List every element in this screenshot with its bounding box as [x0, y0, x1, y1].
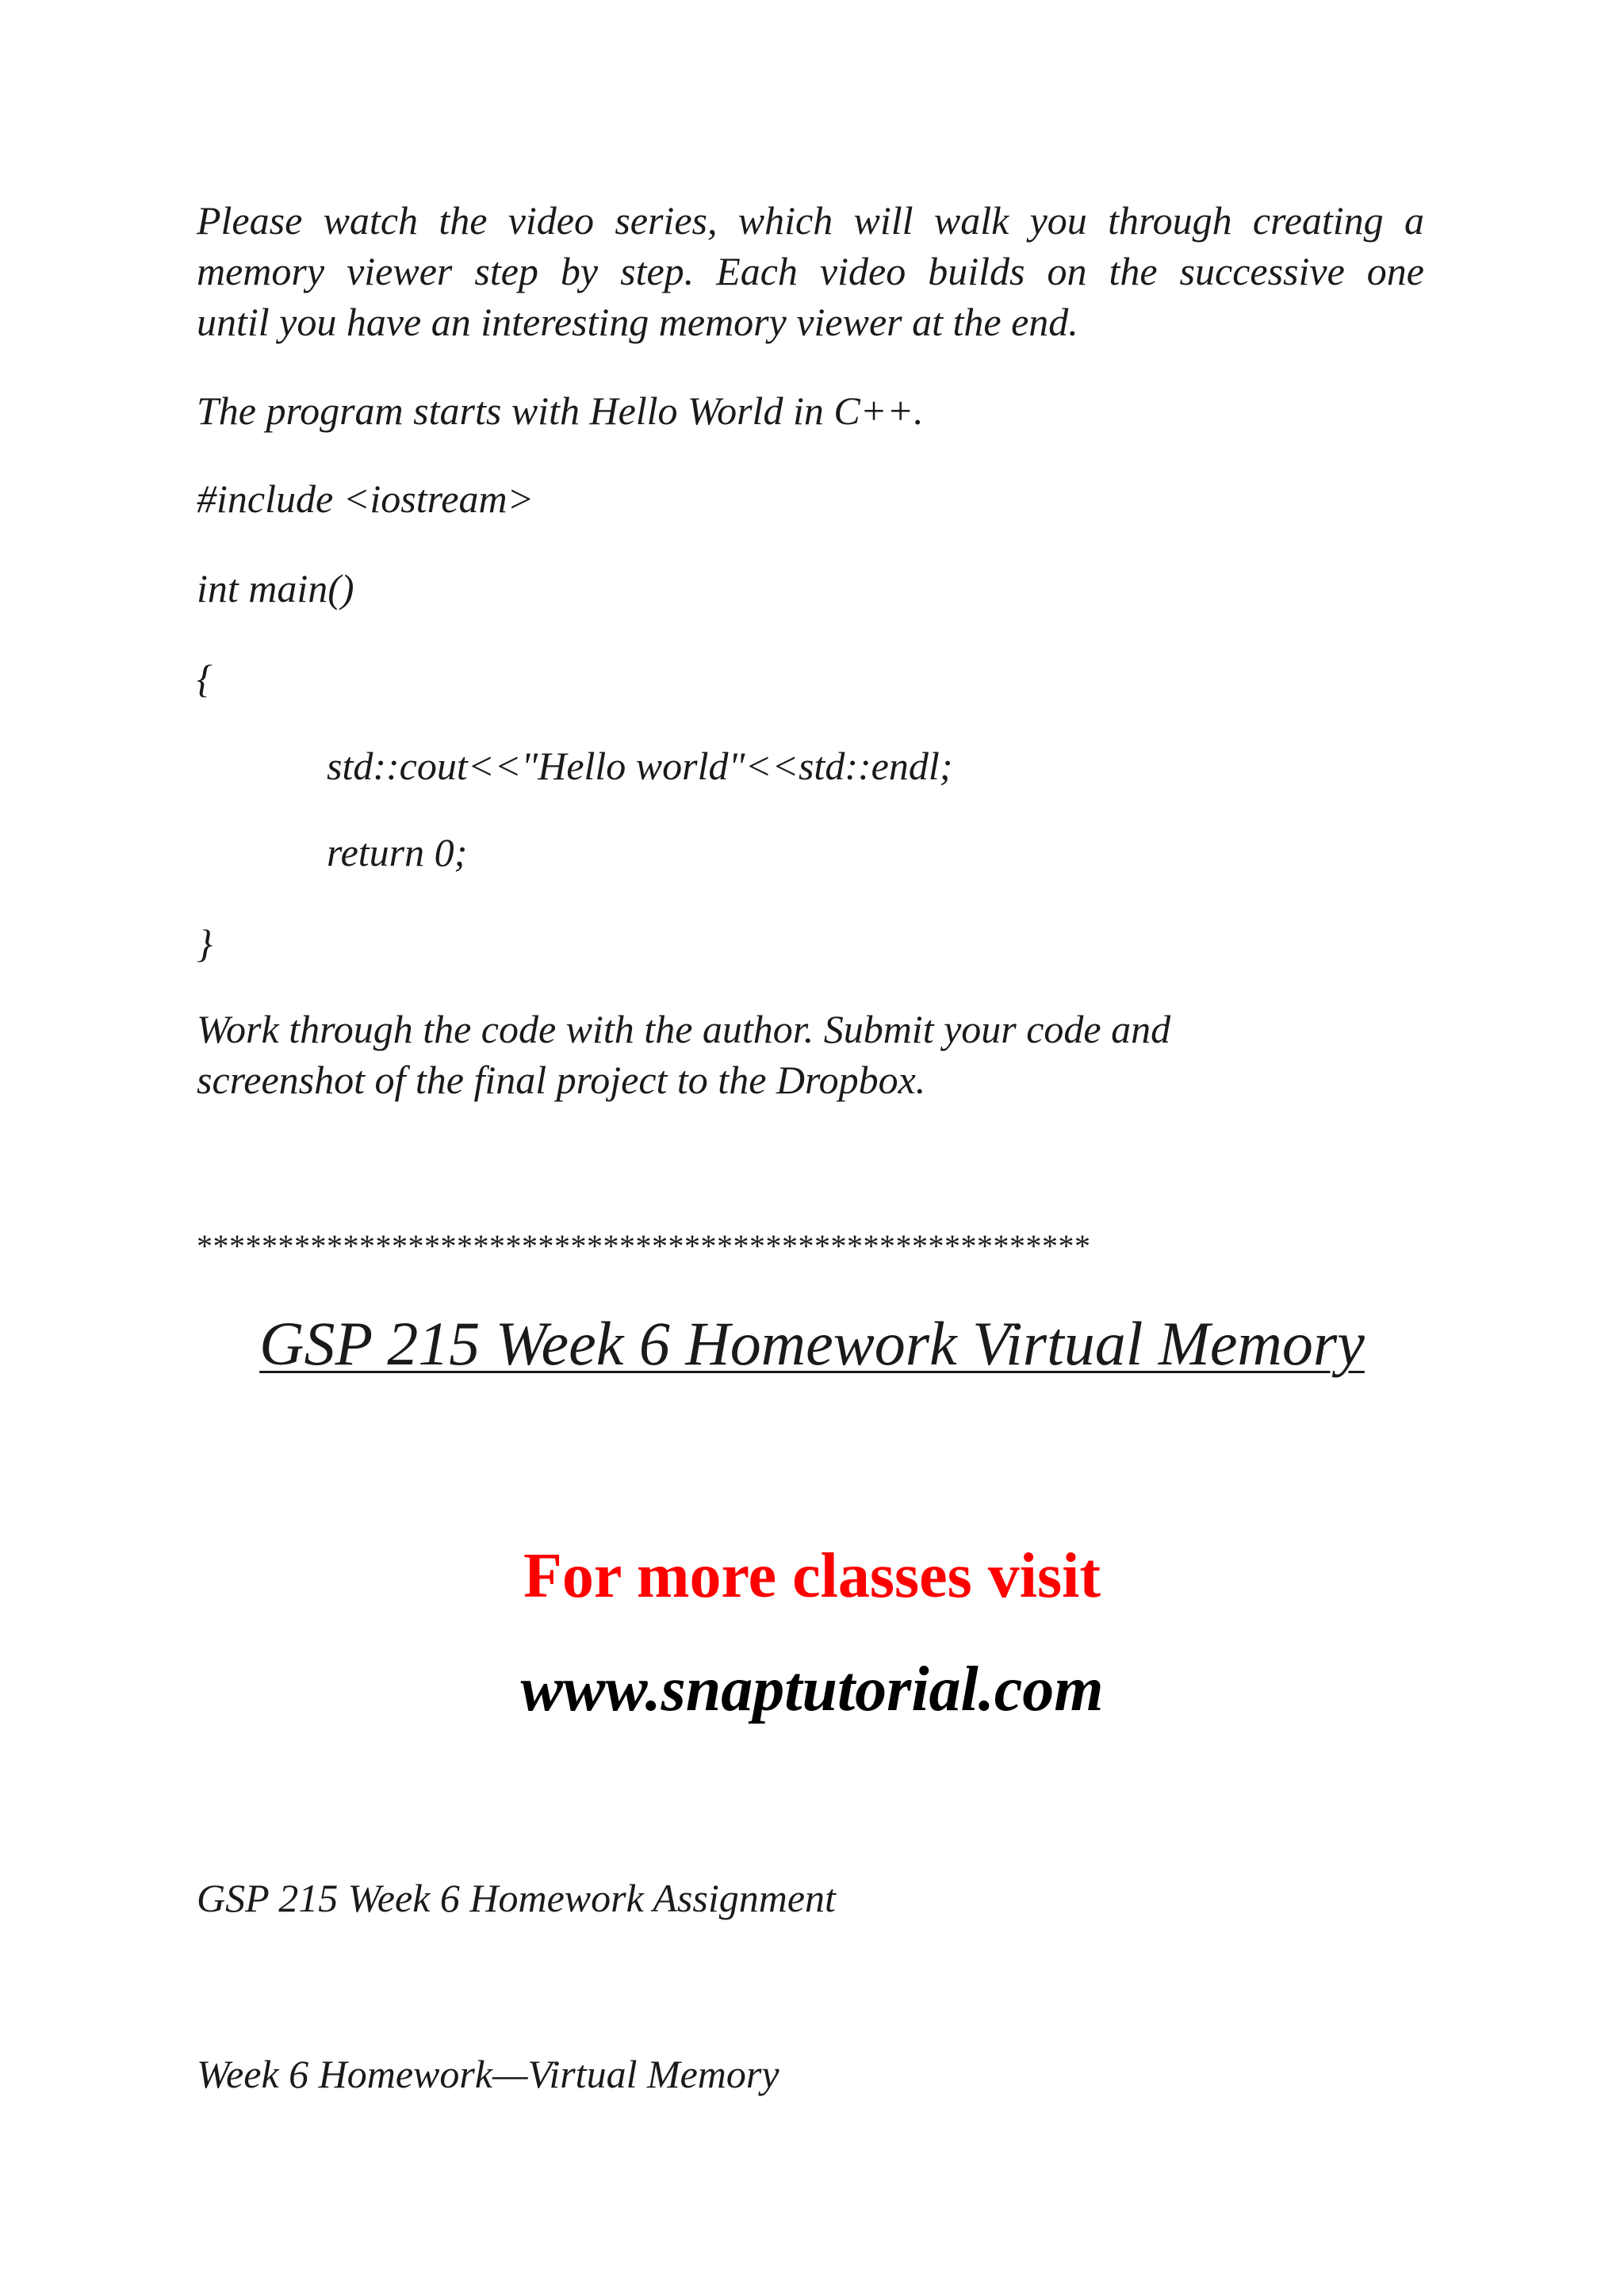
- instructions-line-2: screenshot of the final project to the Dropbox.: [197, 1058, 926, 1102]
- program-intro: The program starts with Hello World in C++.: [197, 388, 924, 433]
- instructions-paragraph: [197, 1004, 1170, 1105]
- instructions-line-1: Work through the code with the author. Submit your code and: [197, 1007, 1171, 1051]
- intro-line-1: Please watch the video series, which will walk you through creating a: [197, 198, 1424, 243]
- intro-paragraph: [197, 195, 1424, 347]
- code-return-line: return 0;: [327, 830, 468, 874]
- code-close-brace: }: [197, 921, 213, 966]
- code-main-signature: int main(): [197, 566, 354, 610]
- promo-heading: For more classes visit: [523, 1541, 1101, 1611]
- code-include-line: #include <iostream>: [197, 476, 534, 521]
- separator-asterisks: *******************************************************: [197, 1228, 1091, 1264]
- intro-line-2: memory viewer step by step. Each video builds on the successive one: [197, 249, 1424, 293]
- code-cout-line: std::cout<<"Hello world"<<std::endl;: [327, 744, 953, 788]
- document-title: GSP 215 Week 6 Homework Virtual Memory: [259, 1309, 1365, 1378]
- intro-line-3: until you have an interesting memory viewer at the end.: [197, 300, 1078, 344]
- promo-website: www.snaptutorial.com: [520, 1655, 1104, 1724]
- assignment-heading: GSP 215 Week 6 Homework Assignment: [197, 1876, 836, 1920]
- code-open-brace: {: [197, 656, 213, 701]
- week-heading: Week 6 Homework—Virtual Memory: [197, 2052, 779, 2096]
